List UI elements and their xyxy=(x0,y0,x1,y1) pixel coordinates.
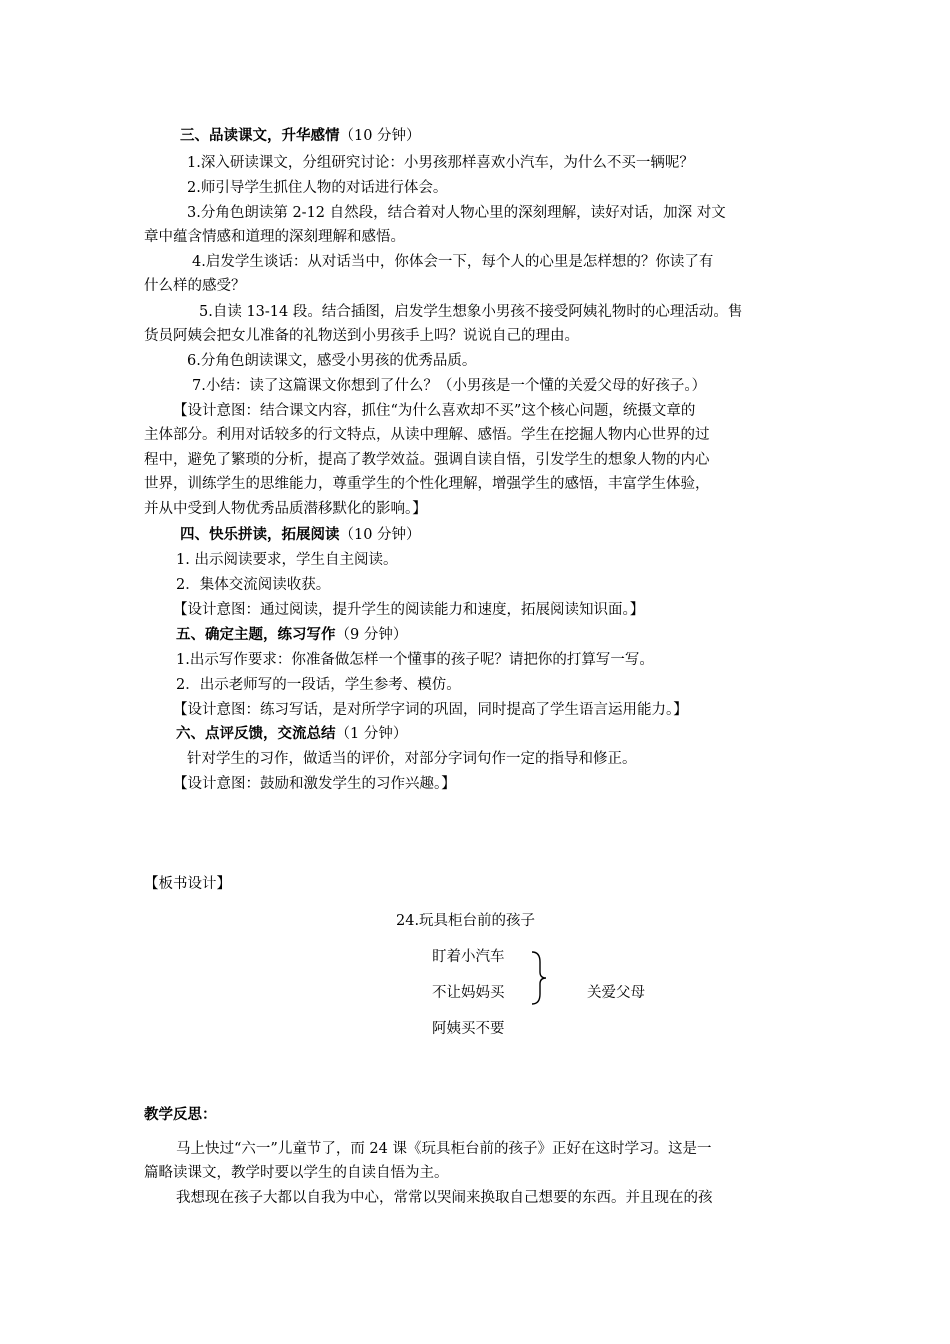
reflection-line-2: 篇略读课文，教学时要以学生的自读自悟为主。 xyxy=(144,1165,449,1181)
board-title: 24.玩具柜台前的孩子 xyxy=(396,913,536,929)
section3-intent-4: 世界，训练学生的思维能力，尊重学生的个性化理解，增强学生的感悟，丰富学生体验， xyxy=(144,476,710,492)
section4-heading-time: （10 分钟） xyxy=(339,527,421,543)
section5-heading-text: 五、确定主题，练习写作 xyxy=(176,626,336,643)
board-summary: 关爱父母 xyxy=(587,985,645,1001)
section6-line-1: 针对学生的习作，做适当的评价，对部分字词句作一定的指导和修正。 xyxy=(187,751,637,767)
section3-line-5: 5.自读 13-14 段。结合插图，启发学生想象小男孩不接受阿姨礼物时的心理活动。售 xyxy=(199,304,743,320)
section3-heading-time: （10 分钟） xyxy=(339,128,421,144)
board-item-2: 不让妈妈买 xyxy=(432,985,505,1001)
brace-icon xyxy=(528,950,552,1006)
section4-heading-text: 四、快乐拼读，拓展阅读 xyxy=(180,526,340,543)
section3-line-4: 4.启发学生谈话：从对话当中，你体会一下，每个人的心里是怎样想的？你读了有 xyxy=(192,254,714,270)
section5-line-1: 1.出示写作要求：你准备做怎样一个懂事的孩子呢？请把你的打算写一写。 xyxy=(176,652,654,668)
section3-line-6: 6.分角色朗读课文，感受小男孩的优秀品质。 xyxy=(187,353,477,369)
board-item-3: 阿姨买不要 xyxy=(432,1021,505,1037)
section3-intent-1: 【设计意图：结合课文内容，抓住“为什么喜欢却不买”这个核心问题，统摄文章的 xyxy=(173,403,696,419)
section4-heading xyxy=(180,525,421,545)
board-item-1: 盯着小汽车 xyxy=(432,949,505,965)
reflection-heading: 教学反思： xyxy=(144,1106,217,1123)
section4-intent: 【设计意图：通过阅读，提升学生的阅读能力和速度，拓展阅读知识面。】 xyxy=(173,602,645,618)
section3-heading xyxy=(180,126,421,146)
section3-line-3: 3.分角色朗读第 2-12 自然段，结合着对人物心里的深刻理解，读好对话，加深 对文 xyxy=(187,205,726,221)
section5-heading-time: （9 分钟） xyxy=(335,627,408,643)
section3-intent-3: 程中，避免了繁琐的分析，提高了教学效益。强调自读自悟，引发学生的想象人物的内心 xyxy=(144,452,710,468)
board-label: 【板书设计】 xyxy=(144,876,231,892)
section5-intent: 【设计意图：练习写话，是对所学字词的巩固，同时提高了学生语言运用能力。】 xyxy=(173,702,688,718)
section6-heading-text: 六、点评反馈，交流总结 xyxy=(176,725,336,742)
section3-line-3-cont: 章中蕴含情感和道理的深刻理解和感悟。 xyxy=(144,229,405,245)
section5-line-2: 2．出示老师写的一段话，学生参考、模仿。 xyxy=(176,677,461,693)
section3-line-1: 1.深入研读课文，分组研究讨论：小男孩那样喜欢小汽车，为什么不买一辆呢？ xyxy=(187,155,694,171)
section3-line-4-cont: 什么样的感受？ xyxy=(144,278,246,294)
section4-line-1: 1. 出示阅读要求，学生自主阅读。 xyxy=(176,552,398,568)
section6-heading xyxy=(176,724,407,744)
reflection-line-3: 我想现在孩子大都以自我为中心，常常以哭闹来换取自己想要的东西。并且现在的孩 xyxy=(176,1190,713,1206)
section3-intent-5: 并从中受到人物优秀品质潜移默化的影响。】 xyxy=(144,501,427,517)
section3-line-7: 7.小结：读了这篇课文你想到了什么？（小男孩是一个懂的关爱父母的好孩子。） xyxy=(192,378,707,394)
section6-intent: 【设计意图：鼓励和激发学生的习作兴趣。】 xyxy=(173,776,456,792)
section3-intent-2: 主体部分。利用对话较多的行文特点，从读中理解、感悟。学生在挖掘人物内心世界的过 xyxy=(144,427,710,443)
section3-line-2: 2.师引导学生抓住人物的对话进行体会。 xyxy=(187,180,448,196)
section5-heading xyxy=(176,625,407,645)
section4-line-2: 2．集体交流阅读收获。 xyxy=(176,577,331,593)
reflection-line-1: 马上快过“六一”儿童节了，而 24 课《玩具柜台前的孩子》正好在这时学习。这是一 xyxy=(176,1141,712,1157)
section6-heading-time: （1 分钟） xyxy=(335,726,408,742)
section3-line-5-cont: 货员阿姨会把女儿准备的礼物送到小男孩手上吗？说说自己的理由。 xyxy=(144,328,579,344)
section3-heading-text: 三、品读课文，升华感情 xyxy=(180,127,340,144)
